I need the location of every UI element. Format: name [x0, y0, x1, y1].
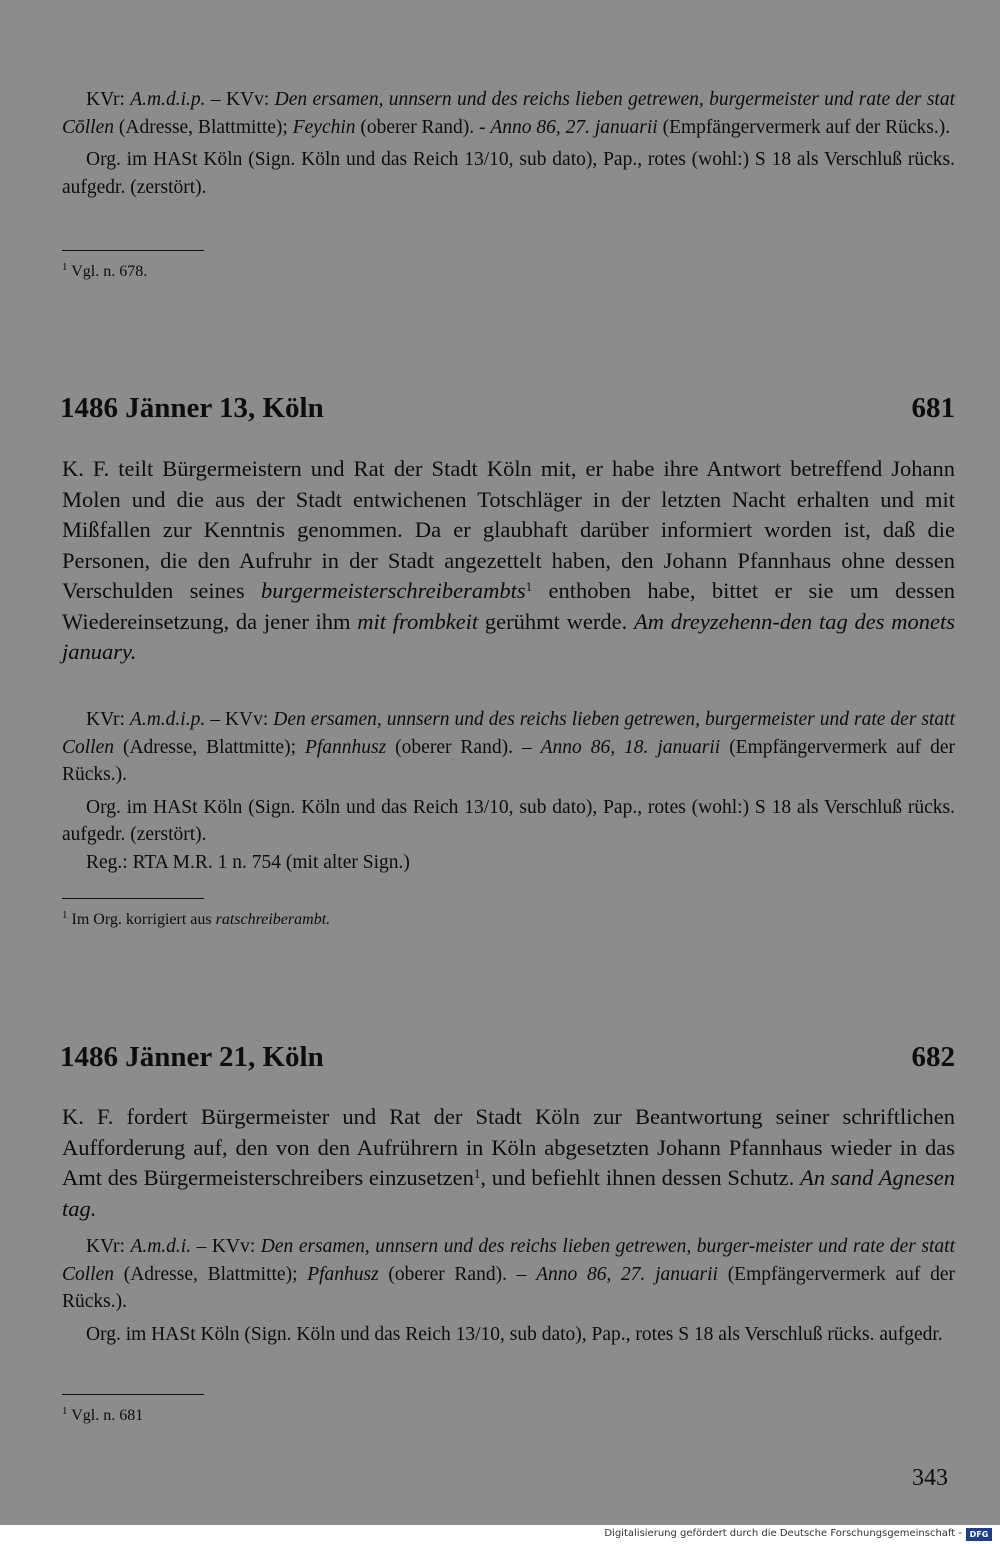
footnote-quote: ratschreiberambt.: [215, 911, 331, 928]
footnote-rule: [62, 250, 204, 251]
entry-date-place: 1486 Jänner 21, Köln: [60, 1041, 324, 1073]
footer-bar: [0, 1525, 1000, 1544]
entry-681-org-paragraph: Org. im HASt Köln (Sign. Köln und das Reich 13/10, sub dato), Pap., rotes (wohl:) S 18 als Verschluß rücks. aufgedr. (zerstört).: [62, 796, 955, 845]
kvv-value: Den ersamen, unnsern und des reichs lieben getrewen, burgermeister und rate der statt Collen: [62, 709, 955, 758]
kvr-label: KVr:: [86, 1236, 125, 1257]
regest-date-quote: Am dreyzehenn-den tag des monets january.: [62, 608, 955, 664]
footnote-text: Vgl. n. 678.: [71, 263, 148, 280]
prev-org-paragraph: Org. im HASt Köln (Sign. Köln und das Reich 13/10, sub dato), Pap., rotes (wohl:) S 18 als Verschluß rücks. aufgedr. (zerstört).: [62, 149, 955, 198]
regest-quote: burgermeisterschreiberambts: [261, 578, 526, 603]
kvv-label: KVv:: [211, 1236, 256, 1257]
footnote-rule: [62, 1394, 204, 1395]
kvr-value: A.m.d.i.: [130, 1236, 192, 1257]
prev-kv-paragraph: [62, 86, 955, 141]
kvr-label: KVr:: [86, 709, 125, 730]
receiver-note: (Empfängervermerk auf der Rücks.).: [62, 736, 955, 785]
regest-text: , und befiehlt ihnen dessen Schutz.: [480, 1165, 801, 1190]
footnote-rule: [62, 898, 204, 899]
entry-681-regest: [62, 454, 955, 668]
entry-date-place: 1486 Jänner 13, Köln: [60, 392, 324, 424]
kvv-label: KVv:: [225, 89, 270, 110]
entry-682-body: [62, 1102, 955, 1224]
footnote-mark: 1: [62, 261, 68, 273]
entry-number: 681: [911, 392, 955, 424]
kvr-value: A.m.d.i.p.: [130, 89, 206, 110]
rand-note: (oberer Rand). –: [378, 1263, 537, 1285]
address-note: (Adresse, Blattmitte);: [114, 116, 293, 138]
dash: –: [205, 709, 225, 730]
entry-682-footnote: [62, 1407, 143, 1425]
dash: –: [205, 89, 226, 110]
kvr-label: KVr:: [86, 89, 125, 110]
anno-note: Anno 86, 27. januarii: [536, 1263, 718, 1285]
dfg-logo: DFG: [966, 1528, 992, 1541]
regest-text: enthoben habe, bittet er sie um dessen Wiedereinsetzung, da jener ihm: [62, 578, 955, 634]
regest-date-quote: An sand Agnesen tag.: [62, 1165, 955, 1221]
receiver-note: (Empfängervermerk auf der Rücks.).: [657, 116, 951, 138]
entry-682-kv-paragraph: [62, 1233, 955, 1316]
receiver-note: (Empfängervermerk auf der Rücks.).: [62, 1263, 955, 1312]
footnote-ref: 1: [473, 1166, 481, 1181]
entry-681-reg-paragraph: Reg.: RTA M.R. 1 n. 754 (mit alter Sign.): [86, 851, 410, 873]
footnote-text: Im Org. korrigiert aus: [71, 911, 216, 928]
page-number: 343: [912, 1465, 948, 1491]
entry-682-heading: [60, 1041, 955, 1077]
regest-text: K. F. teilt Bürgermeistern und Rat der Stadt Köln mit, er habe ihre Antwort betreffend Johann Molen und die aus der Stadt entwichenen Totschläger in der letzten Nacht erhalten und mit Mißfallen zur Kenntnis genommen. Da er glaubhaft darüber informiert worden ist, daß die Personen, die den Aufruhr in der Stadt angezettelt haben, den Johann Pfannhaus ohne dessen Verschulden seines: [62, 456, 955, 603]
entry-681-apparatus: [62, 706, 955, 876]
regest-quote: mit frombkeit: [357, 608, 479, 634]
regest-text: K. F. fordert Bürgermeister und Rat der Stadt Köln zur Beantwortung seiner schriftlichen Aufforderung auf, den von den Aufrührern in Köln abgesetzten Johann Pfannhaus wieder in das Amt des Bürgermeisterschreibers einzusetzen: [62, 1104, 955, 1190]
footnote-ref: 1: [525, 579, 533, 594]
anno-note: Anno 86, 27. januarii: [490, 116, 658, 138]
kvr-value: A.m.d.i.p.: [129, 709, 206, 730]
dash: –: [191, 1236, 212, 1257]
entry-682-org-paragraph: Org. im HASt Köln (Sign. Köln und das Reich 13/10, sub dato), Pap., rotes S 18 als Verschluß rücks. aufgedr.: [86, 1323, 943, 1345]
name-note: Pfanhusz: [307, 1263, 379, 1285]
footnote-mark: 1: [62, 909, 68, 921]
address-note: (Adresse, Blattmitte);: [114, 1263, 308, 1285]
prev-kv-block: [62, 86, 955, 201]
entry-681-footnote: [62, 911, 330, 929]
footnote-mark: 1: [62, 1405, 68, 1417]
entry-682-regest: [62, 1102, 955, 1224]
kvv-label: KVv:: [224, 709, 269, 730]
entry-681-body: [62, 454, 955, 668]
entry-681-heading: [60, 392, 955, 428]
rand-note: (oberer Rand). -: [355, 116, 491, 138]
footnote-text: Vgl. n. 681: [71, 1407, 144, 1424]
regest-text: gerühmt werde.: [478, 608, 634, 634]
rand-note: (oberer Rand). –: [386, 736, 541, 758]
entry-681-kv-paragraph: [62, 706, 955, 789]
entry-number: 682: [911, 1041, 955, 1073]
kvv-value: Den ersamen, unnsern und des reichs lieben getrewen, burgermeister und rate der stat Cōllen: [62, 89, 956, 138]
footer-text: Digitalisierung gefördert durch die Deutsche Forschungsgemeinschaft -: [604, 1528, 962, 1539]
name-note: Feychin: [292, 116, 356, 138]
prev-footnote: [62, 263, 147, 281]
entry-682-apparatus: [62, 1233, 955, 1348]
anno-note: Anno 86, 18. januarii: [540, 736, 721, 758]
address-note: (Adresse, Blattmitte);: [114, 736, 305, 758]
kvv-value: Den ersamen, unnsern und des reichs lieben getrewen, burger-meister und rate der statt Collen: [62, 1236, 955, 1285]
name-note: Pfannhusz: [304, 736, 387, 758]
